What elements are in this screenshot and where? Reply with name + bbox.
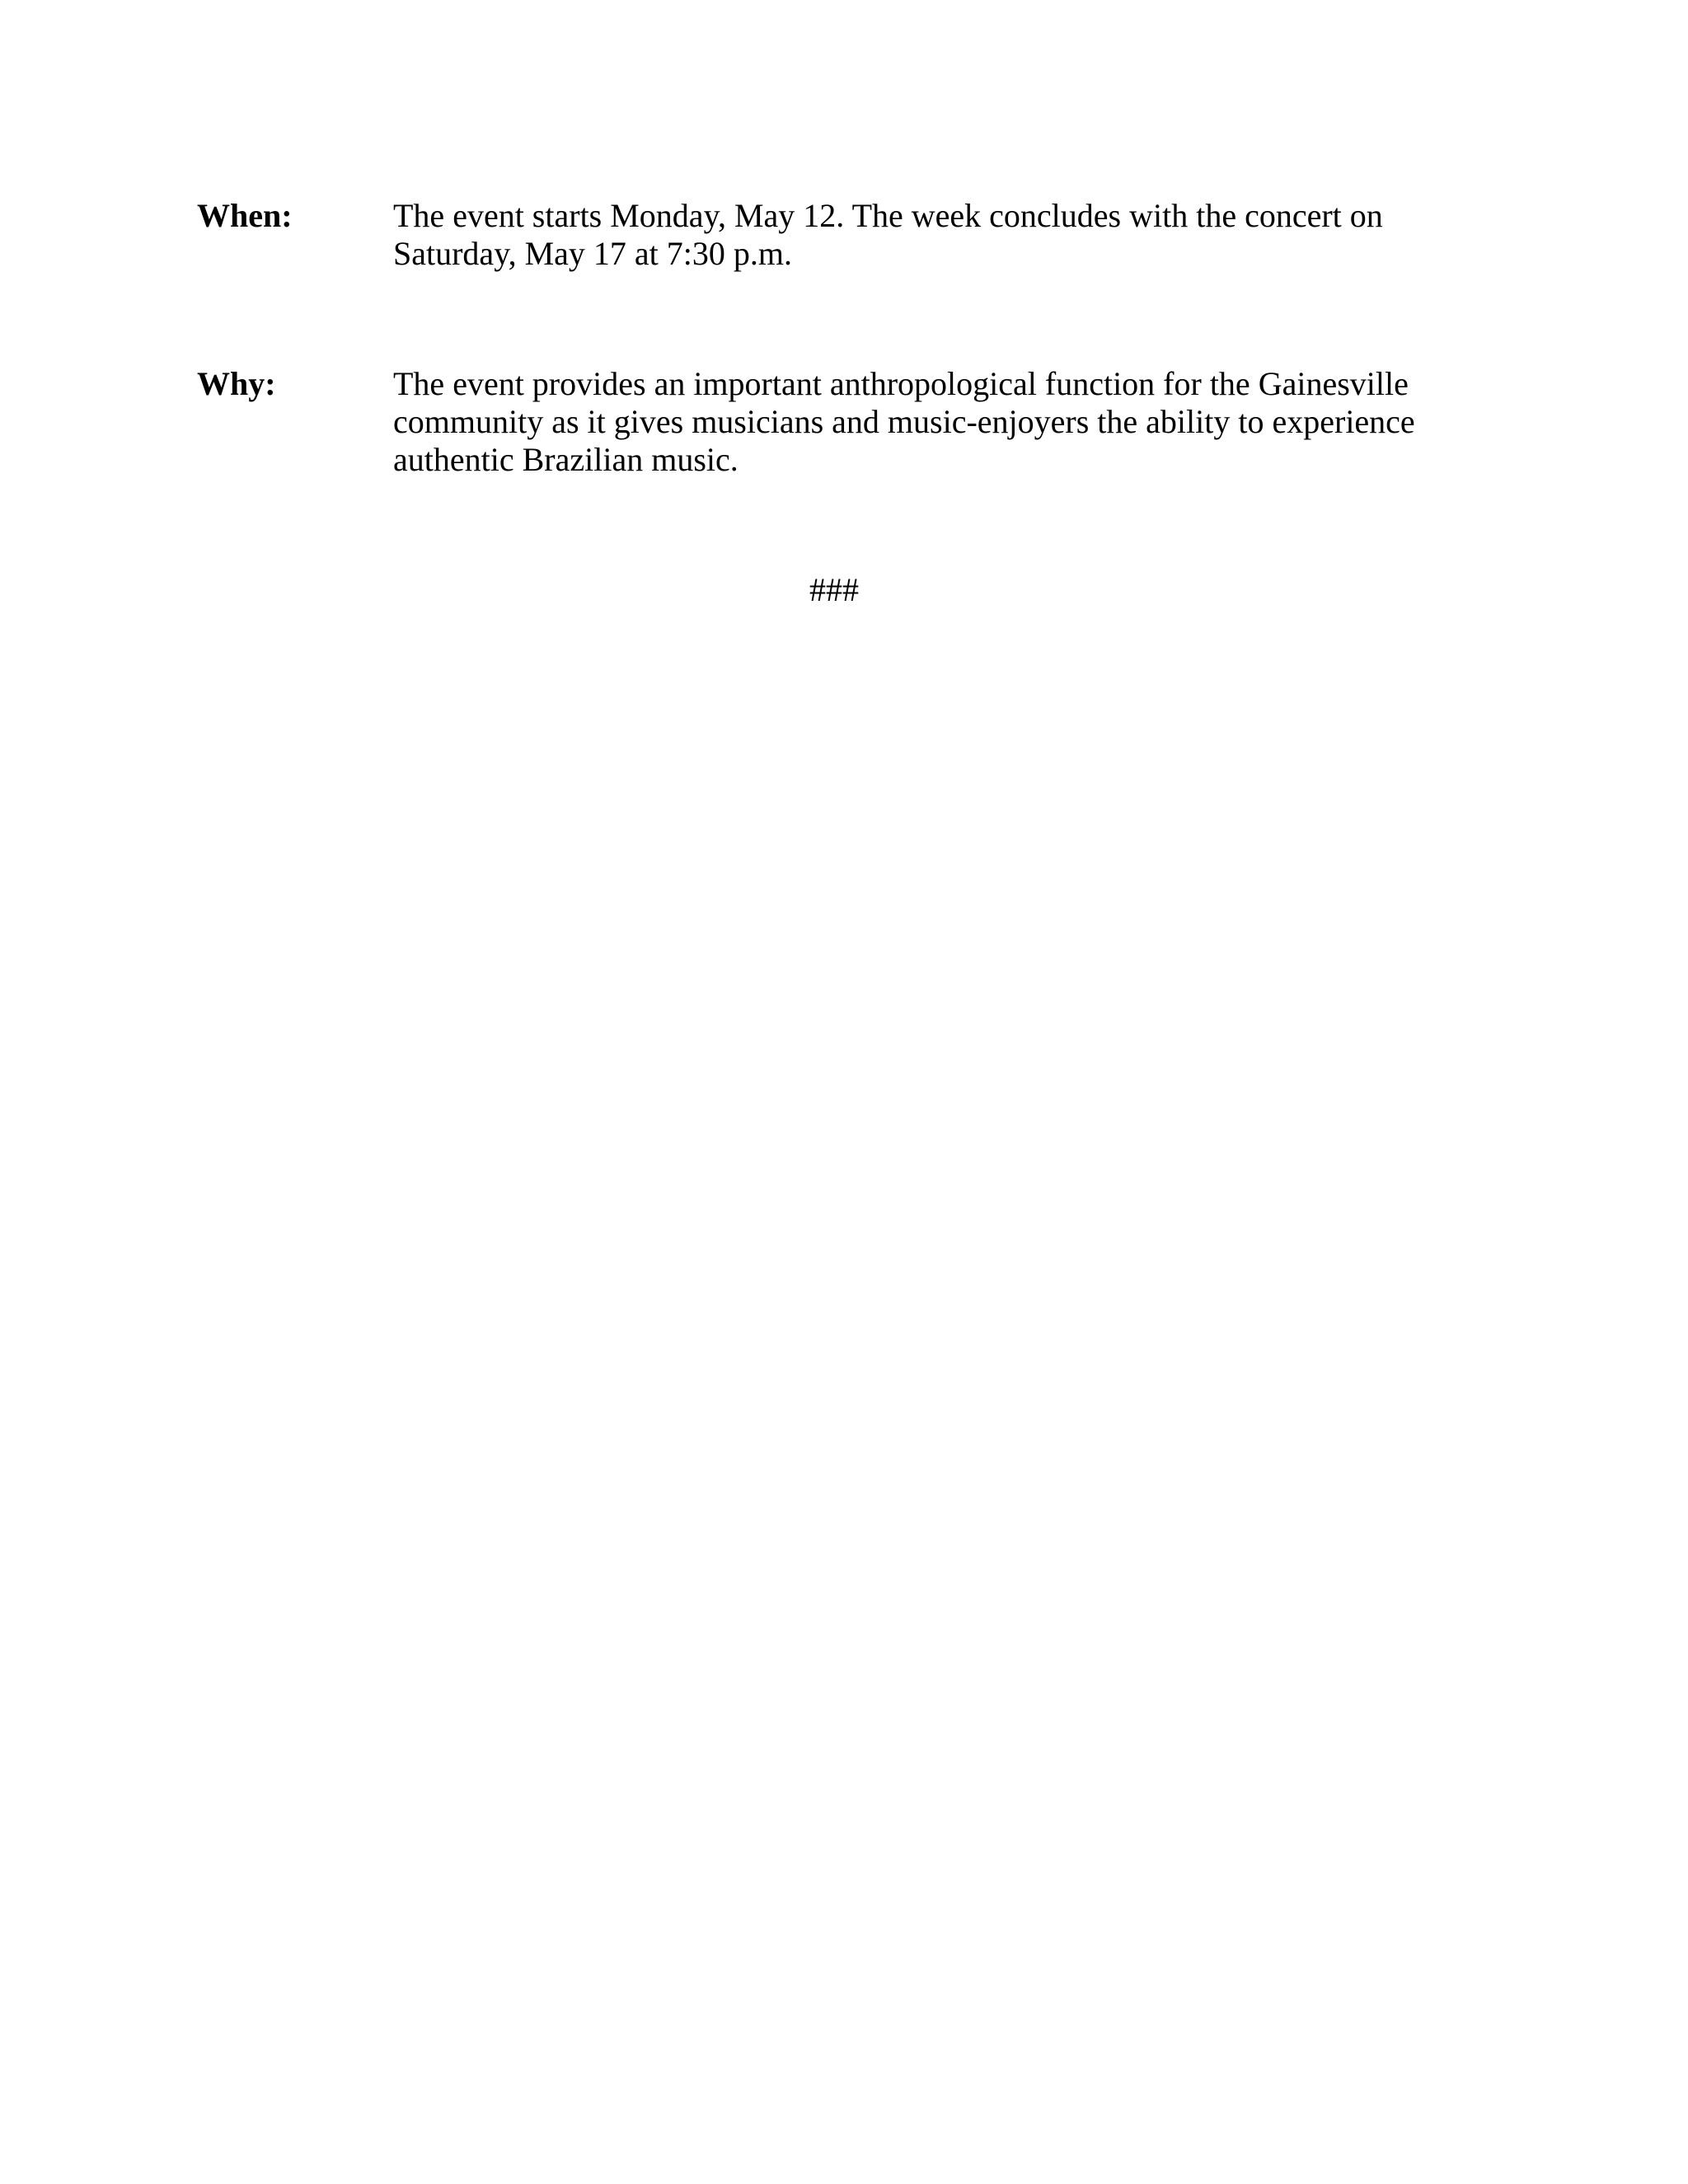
when-label: When: <box>197 197 293 234</box>
when-text <box>393 197 1465 273</box>
why-text-line: authentic Brazilian music. <box>393 441 738 478</box>
when-text-line: The event starts Monday, May 12. The week concludes with the concert on <box>393 197 1383 234</box>
why-label: Why: <box>197 365 276 402</box>
end-mark: ### <box>809 571 859 608</box>
why-text-line: The event provides an important anthropological function for the Gainesville <box>393 365 1409 402</box>
when-text-line: Saturday, May 17 at 7:30 p.m. <box>393 235 793 272</box>
why-text <box>393 365 1465 479</box>
why-text-line: community as it gives musicians and music-enjoyers the ability to experience <box>393 403 1415 440</box>
